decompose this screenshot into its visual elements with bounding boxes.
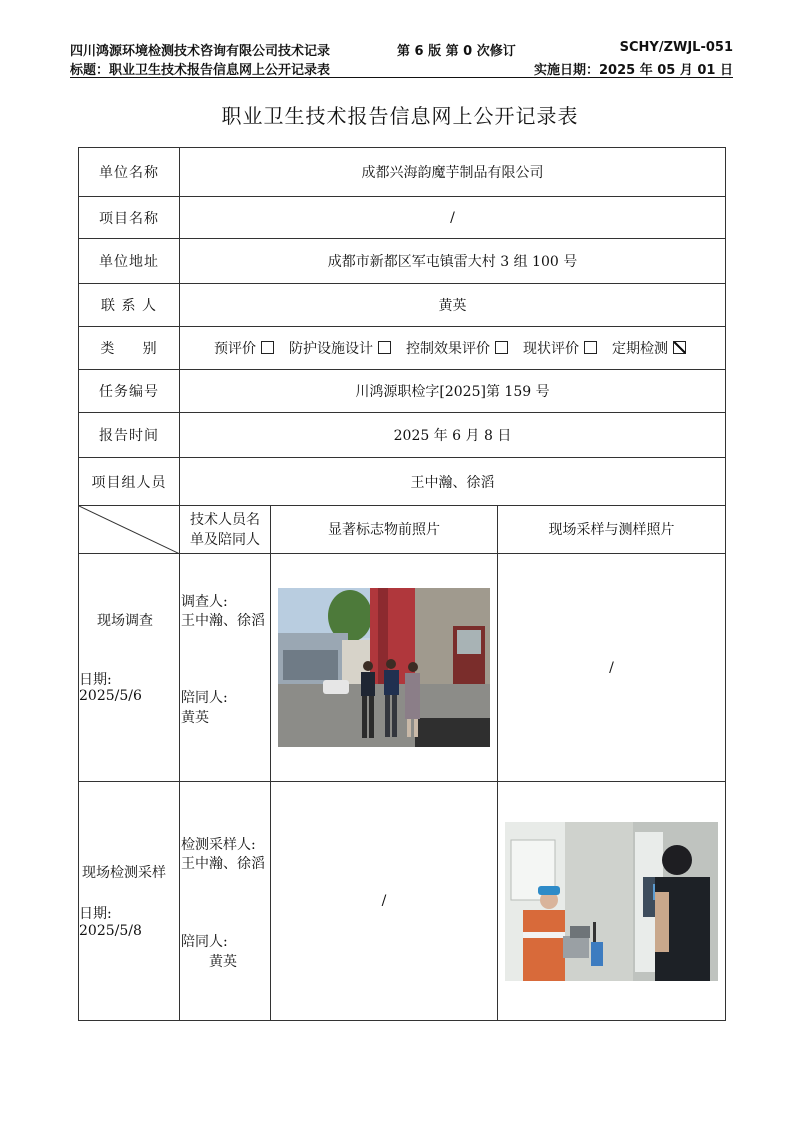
staff-column-header [180,506,271,554]
checked-box-icon[interactable] [673,341,686,354]
header-row-2 [70,59,733,77]
report-time-label: 报告时间 [79,413,180,458]
row-task-no [79,370,726,413]
category-option [406,341,513,357]
landmark-column-header: 显著标志物前照片 [271,506,498,554]
row-sampling [79,782,726,1021]
category-option [214,341,279,357]
sampler-label: 检测采样人: [181,837,256,853]
category-option [612,341,691,357]
survey-companion: 黄英 [181,710,209,726]
sampling-column-header: 现场采样与测样照片 [498,506,726,554]
investigator-names: 王中瀚、徐滔 [181,613,265,629]
category-label: 类 别 [79,327,180,370]
header-subject: 标题：职业卫生技术报告信息网上公开记录表 [70,63,331,78]
row-category [79,327,726,370]
project-name-label: 项目名称 [79,197,180,239]
row-survey [79,554,726,782]
team-label: 项目组人员 [79,458,180,506]
category-option-label: 防护设施设计 [289,341,373,357]
checkbox-icon[interactable] [495,341,508,354]
task-no-value: 川鸿源职检字[2025]第 159 号 [180,370,726,413]
checkbox-icon[interactable] [584,341,597,354]
sampling-photo-cell [498,782,726,1021]
investigator-label: 调查人: [181,594,228,610]
category-option [523,341,602,357]
sampler-names: 王中瀚、徐滔 [181,856,265,872]
header-row-1 [70,40,733,58]
sampling-companion-label: 陪同人: [181,934,228,950]
category-option [289,341,396,357]
header-company: 四川鸿源环境检测技术咨询有限公司技术记录 [70,44,331,59]
row-contact [79,284,726,327]
sampling-landmark-cell: / [271,782,498,1021]
staff-header-line2: 单及陪同人 [190,531,260,548]
diagonal-line [79,506,180,554]
row-photo-header [79,506,726,554]
header-divider [70,77,733,78]
category-option-label: 定期检测 [612,341,668,357]
sampling-label: 现场检测采样 [82,865,166,881]
sampling-date: 2025/5/8 [79,923,142,939]
row-unit-name [79,148,726,197]
staff-header-line1: 技术人员名 [190,511,260,528]
survey-staff-cell [180,554,271,782]
record-table [78,147,726,1021]
report-time-value: 2025 年 6 月 8 日 [180,413,726,458]
category-option-label: 预评价 [214,341,256,357]
address-value: 成都市新都区军屯镇雷大村 3 组 100 号 [180,239,726,284]
unit-name-value: 成都兴海韵魔芋制品有限公司 [180,148,726,197]
sampling-photo-image [505,822,718,981]
survey-date-label: 日期: [79,672,112,688]
sampling-date-label: 日期: [79,906,112,922]
row-report-time [79,413,726,458]
survey-label: 现场调查 [97,613,153,629]
row-project-name [79,197,726,239]
header-doc-code: SCHY/ZWJL-051 [619,40,733,55]
sampling-staff-cell [180,782,271,1021]
row-address [79,239,726,284]
survey-sampling-cell: / [498,554,726,782]
survey-companion-label: 陪同人: [181,690,228,706]
sampling-label-cell [79,782,180,1021]
project-name-value: / [180,197,726,239]
contact-label: 联 系 人 [79,284,180,327]
header-effective-date: 实施日期：2025 年 05 月 01 日 [534,63,733,78]
checkbox-icon[interactable] [378,341,391,354]
category-option-label: 现状评价 [523,341,579,357]
landmark-photo-cell [271,554,498,782]
address-label: 单位地址 [79,239,180,284]
team-value: 王中瀚、徐滔 [180,458,726,506]
contact-value: 黄英 [180,284,726,327]
row-team [79,458,726,506]
sampling-companion: 黄英 [209,954,237,970]
category-options [180,327,726,370]
checkbox-icon[interactable] [261,341,274,354]
landmark-photo-image [278,588,490,747]
survey-date: 2025/5/6 [79,688,142,704]
unit-name-label: 单位名称 [79,148,180,197]
header-version: 第 6 版 第 0 次修订 [397,44,516,59]
task-no-label: 任务编号 [79,370,180,413]
landmark-photo [278,588,490,747]
sampling-photo [505,822,718,981]
page-title: 职业卫生技术报告信息网上公开记录表 [221,104,579,128]
survey-label-cell [79,554,180,782]
diagonal-header-cell [79,506,180,554]
category-option-label: 控制效果评价 [406,341,490,357]
